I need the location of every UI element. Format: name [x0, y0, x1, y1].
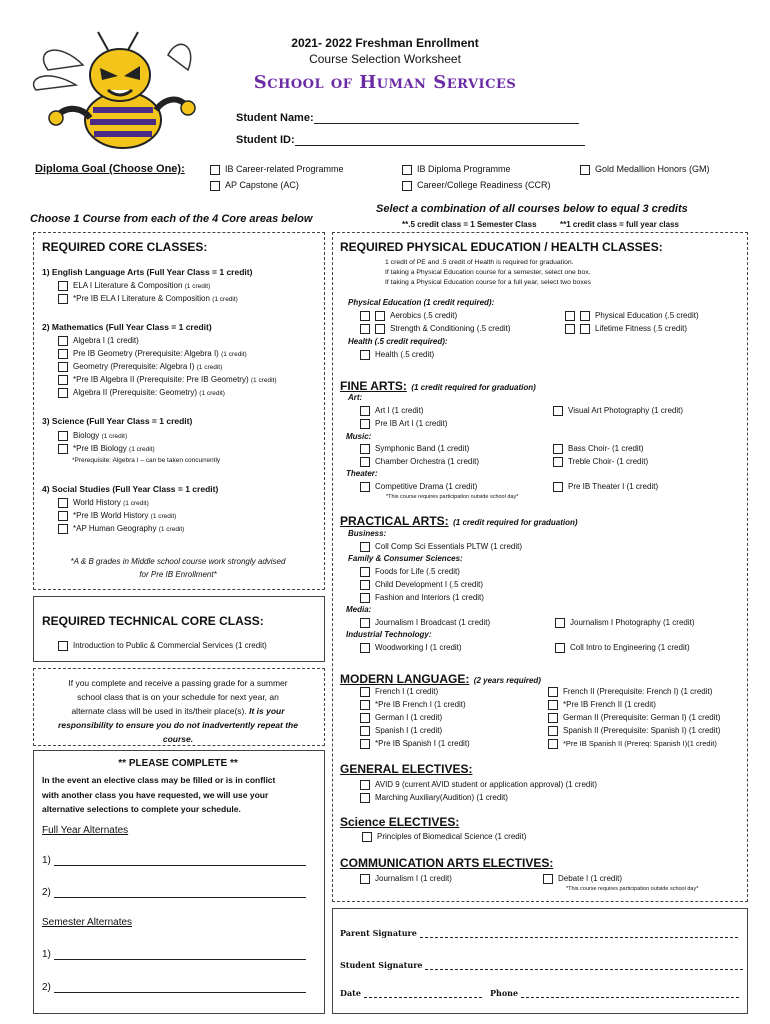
biomedical-option[interactable]: Principles of Biomedical Science (1 credit): [362, 832, 526, 842]
core-title: REQUIRED CORE CLASSES:: [42, 240, 208, 254]
general-electives-title: GENERAL ELECTIVES:: [340, 762, 473, 776]
science-note: *Prerequisite: Algebra I – can be taken concurrently: [72, 457, 221, 464]
business-label: Business:: [348, 529, 387, 538]
social-studies-title: 4) Social Studies (Full Year Class = 1 credit): [42, 484, 219, 494]
date-field[interactable]: Date: [340, 988, 482, 998]
ab-note-line1: *A & B grades in Middle school course work strongly advised: [70, 557, 286, 566]
chamber-orchestra[interactable]: Chamber Orchestra (1 credit): [360, 457, 479, 467]
art-label: Art:: [348, 393, 363, 402]
page-subtitle: Course Selection Worksheet: [309, 52, 461, 66]
art-1[interactable]: Art I (1 credit): [360, 406, 423, 416]
woodworking[interactable]: Woodworking I (1 credit): [360, 643, 462, 653]
lang-option[interactable]: German II (Prerequisite: German I) (1 credit): [548, 713, 720, 723]
fcs-label: Family & Consumer Sciences:: [348, 554, 463, 563]
science-electives-title: Science ELECTIVES:: [340, 815, 460, 829]
competitive-drama[interactable]: Competitive Drama (1 credit): [360, 482, 477, 492]
full-year-alt-2[interactable]: 2): [42, 886, 306, 898]
child-development[interactable]: Child Development I (.5 credit): [360, 580, 483, 590]
pe-aerobics[interactable]: Aerobics (.5 credit): [360, 311, 457, 321]
diploma-ib-dp[interactable]: IB Diploma Programme: [402, 164, 511, 175]
symphonic-band[interactable]: Symphonic Band (1 credit): [360, 444, 469, 454]
marching-option[interactable]: Marching Auxiliary(Audition) (1 credit): [360, 793, 508, 803]
ss-option[interactable]: *Pre IB World History (1 credit): [58, 511, 176, 521]
drama-note: *This course requires participation outside school day*: [386, 494, 519, 500]
full-year-alternates-label: Full Year Alternates: [42, 825, 129, 836]
foods-for-life[interactable]: Foods for Life (.5 credit): [360, 567, 460, 577]
diploma-ib-cp[interactable]: IB Career-related Programme: [210, 164, 344, 175]
student-signature-field[interactable]: Student Signature: [340, 960, 743, 970]
comm-note: *This course requires participation outside school day*: [566, 886, 699, 892]
lang-option[interactable]: French II (Prerequisite: French I) (1 credit): [548, 687, 712, 697]
math-title: 2) Mathematics (Full Year Class = 1 credit): [42, 322, 212, 332]
visual-art-photo[interactable]: Visual Art Photography (1 credit): [553, 406, 683, 416]
pe-physical-ed[interactable]: Physical Education (.5 credit): [565, 311, 699, 321]
math-option[interactable]: Algebra I (1 credit): [58, 336, 139, 346]
full-year-alt-1[interactable]: 1): [42, 854, 306, 866]
coll-comp-sci[interactable]: Coll Comp Sci Essentials PLTW (1 credit): [360, 542, 522, 552]
journalism-1[interactable]: Journalism I (1 credit): [360, 874, 452, 884]
diploma-gm[interactable]: Gold Medallion Honors (GM): [580, 164, 710, 175]
ab-note-line2: for Pre IB Enrollment*: [139, 570, 217, 579]
phone-field[interactable]: Phone: [490, 988, 739, 998]
pe-lifetime[interactable]: Lifetime Fitness (.5 credit): [565, 324, 687, 334]
fashion-interiors[interactable]: Fashion and Interiors (1 credit): [360, 593, 484, 603]
credit-note-semester: **.5 credit class = 1 Semester Class: [402, 220, 537, 229]
left-heading: Choose 1 Course from each of the 4 Core areas below: [30, 213, 313, 225]
intro-engineering[interactable]: Coll Intro to Engineering (1 credit): [555, 643, 690, 653]
parent-signature-field[interactable]: Parent Signature: [340, 928, 738, 938]
diploma-label: Diploma Goal (Choose One):: [35, 163, 185, 175]
lang-option[interactable]: German I (1 credit): [360, 713, 442, 723]
ss-option[interactable]: World History (1 credit): [58, 498, 149, 508]
journalism-broadcast[interactable]: Journalism I Broadcast (1 credit): [360, 618, 490, 628]
theater-label: Theater:: [346, 469, 378, 478]
lang-option[interactable]: *Pre IB French I (1 credit): [360, 700, 466, 710]
bass-choir[interactable]: Bass Choir- (1 credit): [553, 444, 644, 454]
please-complete-title: ** PLEASE COMPLETE **: [118, 758, 238, 769]
lang-option[interactable]: Spanish I (1 credit): [360, 726, 442, 736]
lang-option[interactable]: *Pre IB Spanish II (Prereq: Spanish I)(1 credit): [548, 739, 717, 749]
student-name-field[interactable]: Student Name:: [236, 112, 579, 124]
diploma-ap-capstone[interactable]: AP Capstone (AC): [210, 180, 299, 191]
pre-ib-art[interactable]: Pre IB Art I (1 credit): [360, 419, 447, 429]
math-option[interactable]: Algebra II (Prerequisite: Geometry) (1 credit): [58, 388, 225, 398]
tech-core-title: REQUIRED TECHNICAL CORE CLASS:: [42, 614, 264, 628]
practical-arts-header: PRACTICAL ARTS: (1 credit required for graduation): [340, 514, 578, 528]
science-option[interactable]: Biology (1 credit): [58, 431, 127, 441]
summer-note: If you complete and receive a passing grade for a summer school class that is on your schedule for next year, an alternate class will be used in its/their place(s). It is your responsibility to ensure you do not inadvertently repeat the course.: [58, 678, 298, 744]
ela-option[interactable]: *Pre IB ELA I Literature & Composition (1 credit): [58, 294, 238, 304]
credit-note-year: **1 credit class = full year class: [560, 220, 679, 229]
math-option[interactable]: Pre IB Geometry (Prerequisite: Algebra I) (1 credit): [58, 349, 247, 359]
school-name: School of Human Services: [253, 72, 517, 93]
lang-option[interactable]: *Pre IB Spanish I (1 credit): [360, 739, 470, 749]
math-option[interactable]: *Pre IB Algebra II (Prerequisite: Pre IB Geometry) (1 credit): [58, 375, 277, 385]
mascot-logo: [28, 30, 203, 155]
diploma-ccr[interactable]: Career/College Readiness (CCR): [402, 180, 551, 191]
semester-alt-2[interactable]: 2): [42, 981, 306, 993]
modern-language-header: MODERN LANGUAGE: (2 years required): [340, 672, 541, 686]
page-title: 2021- 2022 Freshman Enrollment: [291, 36, 479, 50]
pe-strength[interactable]: Strength & Conditioning (.5 credit): [360, 324, 511, 334]
journalism-photography[interactable]: Journalism I Photography (1 credit): [555, 618, 695, 628]
semester-alt-1[interactable]: 1): [42, 948, 306, 960]
music-label: Music:: [346, 432, 372, 441]
lang-option[interactable]: French I (1 credit): [360, 687, 438, 697]
tech-core-option[interactable]: Introduction to Public & Commercial Services (1 credit): [58, 641, 267, 651]
pre-ib-theater[interactable]: Pre IB Theater I (1 credit): [553, 482, 658, 492]
health-label: Health (.5 credit required):: [348, 337, 448, 346]
fine-arts-header: FINE ARTS: (1 credit required for graduation): [340, 379, 536, 393]
lang-option[interactable]: *Pre IB French II (1 credit): [548, 700, 656, 710]
student-id-field[interactable]: Student ID:: [236, 134, 585, 146]
ela-title: 1) English Language Arts (Full Year Class = 1 credit): [42, 267, 253, 277]
comm-arts-title: COMMUNICATION ARTS ELECTIVES:: [340, 856, 554, 870]
science-option[interactable]: *Pre IB Biology (1 credit): [58, 444, 155, 454]
pe-notes: 1 credit of PE and .5 credit of Health is required for graduation. If taking a Physical Education course for a semester, select one box. If taking a Physical Education course for a full year, select two boxes: [385, 259, 591, 286]
media-label: Media:: [346, 605, 372, 614]
tech-core-box: [33, 596, 325, 662]
lang-option[interactable]: Spanish II (Prerequisite: Spanish I) (1 credit): [548, 726, 720, 736]
pe-label: Physical Education (1 credit required):: [348, 298, 495, 307]
industrial-label: Industrial Technology:: [346, 630, 432, 639]
right-heading: Select a combination of all courses below to equal 3 credits: [376, 203, 688, 215]
ela-option[interactable]: ELA I Literature & Composition (1 credit): [58, 281, 210, 291]
treble-choir[interactable]: Treble Choir- (1 credit): [553, 457, 648, 467]
health-option[interactable]: Health (.5 credit): [360, 350, 434, 360]
debate-1[interactable]: Debate I (1 credit): [543, 874, 622, 884]
pe-title: REQUIRED PHYSICAL EDUCATION / HEALTH CLASSES:: [340, 240, 663, 254]
avid-option[interactable]: AVID 9 (current AVID student or application approval) (1 credit): [360, 780, 597, 790]
science-title: 3) Science (Full Year Class = 1 credit): [42, 416, 193, 426]
semester-alternates-label: Semester Alternates: [42, 917, 133, 928]
math-option[interactable]: Geometry (Prerequisite: Algebra I) (1 credit): [58, 362, 222, 372]
ss-option[interactable]: *AP Human Geography (1 credit): [58, 524, 184, 534]
please-complete-text: In the event an elective class may be filled or is in conflict with another class you have requested, we will use your alternative selections to complete your schedule.: [42, 775, 276, 814]
